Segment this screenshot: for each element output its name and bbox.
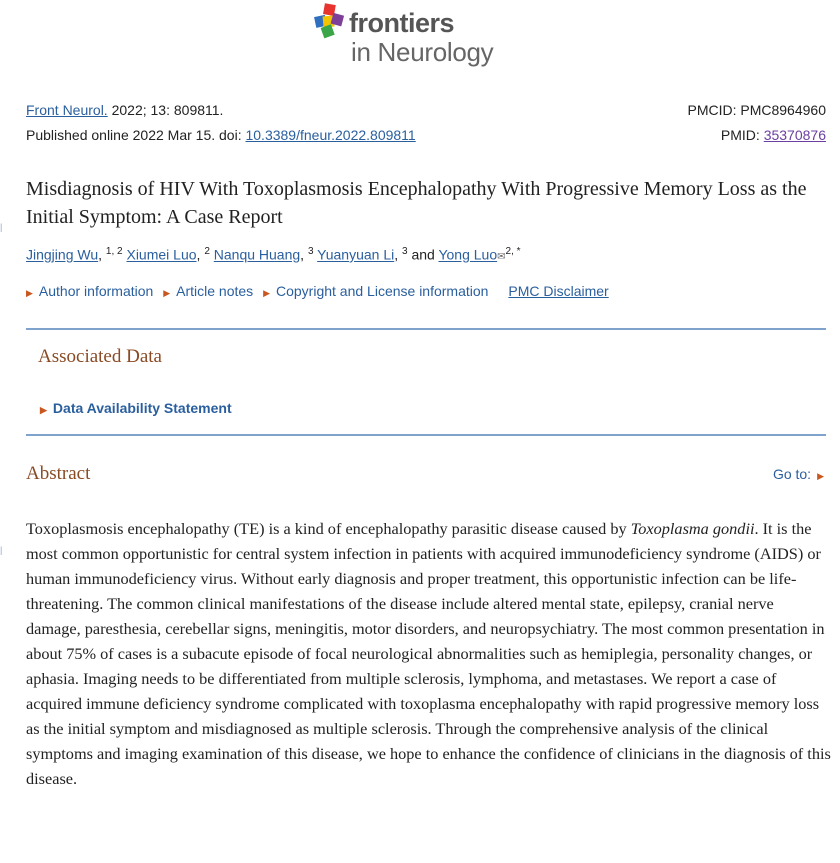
pmc-disclaimer-link[interactable]: PMC Disclaimer (508, 283, 609, 299)
and-word: and (407, 246, 439, 263)
abstract-body (26, 516, 832, 791)
triangle-right-icon: ▶ (40, 405, 47, 415)
pmid-link[interactable]: 35370876 (763, 127, 826, 143)
author-link[interactable]: Xiumei Luo (126, 246, 197, 263)
triangle-right-icon: ▶ (26, 288, 33, 298)
brand-name: frontiers (349, 8, 455, 38)
author-list: Jingjing Wu, $^{1, 2}$ Xiumei Luo, $^2$ Nanqu Huang, $^3$ Yuanyuan Li, $^3$ and Yong Luo✉$^{2, *}$ (26, 246, 521, 263)
pmid-label: PMID: (720, 127, 764, 143)
triangle-right-icon: ▶ (163, 288, 171, 298)
email-icon[interactable]: ✉ (497, 251, 506, 263)
author-link[interactable]: Yong Luo (438, 246, 498, 263)
pmcid: PMCID: PMC8964960 (687, 102, 826, 118)
abstract-heading: Abstract (26, 463, 91, 484)
frontiers-logo-icon (313, 2, 349, 42)
article-title: Misdiagnosis of HIV With Toxoplasmosis Encephalopathy With Progressive Memory Loss as the Initial Symptom: A Case Report (26, 178, 807, 228)
abstract-text-part-1: Toxoplasmosis encephalopathy (TE) is a kind of encephalopathy parasitic disease caused by (26, 519, 631, 538)
data-availability-label: Data Availability Statement (52, 400, 232, 416)
species-name: Toxoplasma gondii (630, 519, 755, 538)
citation-line-2 (26, 126, 416, 144)
author-link[interactable]: Yuanyuan Li (317, 246, 395, 263)
article-notes-toggle[interactable]: Article notes (176, 283, 254, 299)
author-affiliation: 3 (402, 246, 408, 257)
divider (26, 328, 826, 330)
journal-name: in Neurology (351, 37, 494, 67)
associated-data-heading: Associated Data (38, 346, 162, 367)
sidebar-journal-article-tag[interactable]: | (0, 222, 3, 232)
doi-link[interactable]: 10.3389/fneur.2022.809811 (245, 127, 416, 143)
divider (26, 434, 826, 436)
author-affiliation: 1, 2 (105, 246, 123, 257)
copyright-toggle[interactable]: Copyright and License information (276, 283, 489, 299)
data-availability-toggle[interactable] (40, 400, 232, 416)
author-affiliation: 2, * (505, 246, 521, 257)
author-affiliation: 2 (204, 246, 210, 257)
triangle-right-icon: ▶ (817, 471, 824, 481)
abstract-text-part-2: . It is the most common opportunistic for central system infection in patients with acquired immunodeficiency syndrome (AIDS) or human immunodeficiency virus. Without early diagnosis and proper treatment, this opportunistic infection can be life-threatening. The common clinical manifestations of the disease include altered mental state, epilepsy, cranial nerve damage, paresthesia, cerebellar signs, meningitis, motor disorders, and neuropsychiatry. The most common presentation in about 75% of cases is a subacute episode of focal neurological abnormalities such as hemiplegia, personality changes, or aphasia. Imaging needs to be differentiated from multiple sclerosis, lymphoma, and metastases. We report a case of acquired immune deficiency syndrome complicated with toxoplasma encephalopathy with rapid progressive memory loss as the initial symptom and misdiagnosed as multiple sclerosis. Through the comprehensive analysis of the clinical symptoms and imaging examination of this disease, we hope to enhance the confidence of clinicians in the diagnosis of this disease. (26, 519, 831, 788)
pmid-line (721, 126, 826, 144)
author-information-toggle[interactable]: Author information (38, 283, 154, 299)
author-affiliation: 3 (307, 246, 314, 257)
author-link[interactable]: Jingjing Wu (26, 246, 99, 263)
citation-line-1 (26, 101, 223, 119)
triangle-right-icon: ▶ (263, 288, 270, 298)
journal-link[interactable]: Front Neurol. (26, 102, 108, 118)
published-date: Published online 2022 Mar 15. doi: (26, 127, 246, 143)
journal-logo[interactable] (313, 2, 513, 68)
sidebar-journal-article-tag-2[interactable]: | (0, 545, 3, 555)
volume-info: 2022; 13: 809811. (107, 102, 224, 118)
go-to-label: Go to: (772, 466, 812, 482)
go-to-menu[interactable] (773, 466, 824, 482)
author-link[interactable]: Nanqu Huang (213, 246, 301, 263)
article-meta-links (26, 282, 609, 302)
